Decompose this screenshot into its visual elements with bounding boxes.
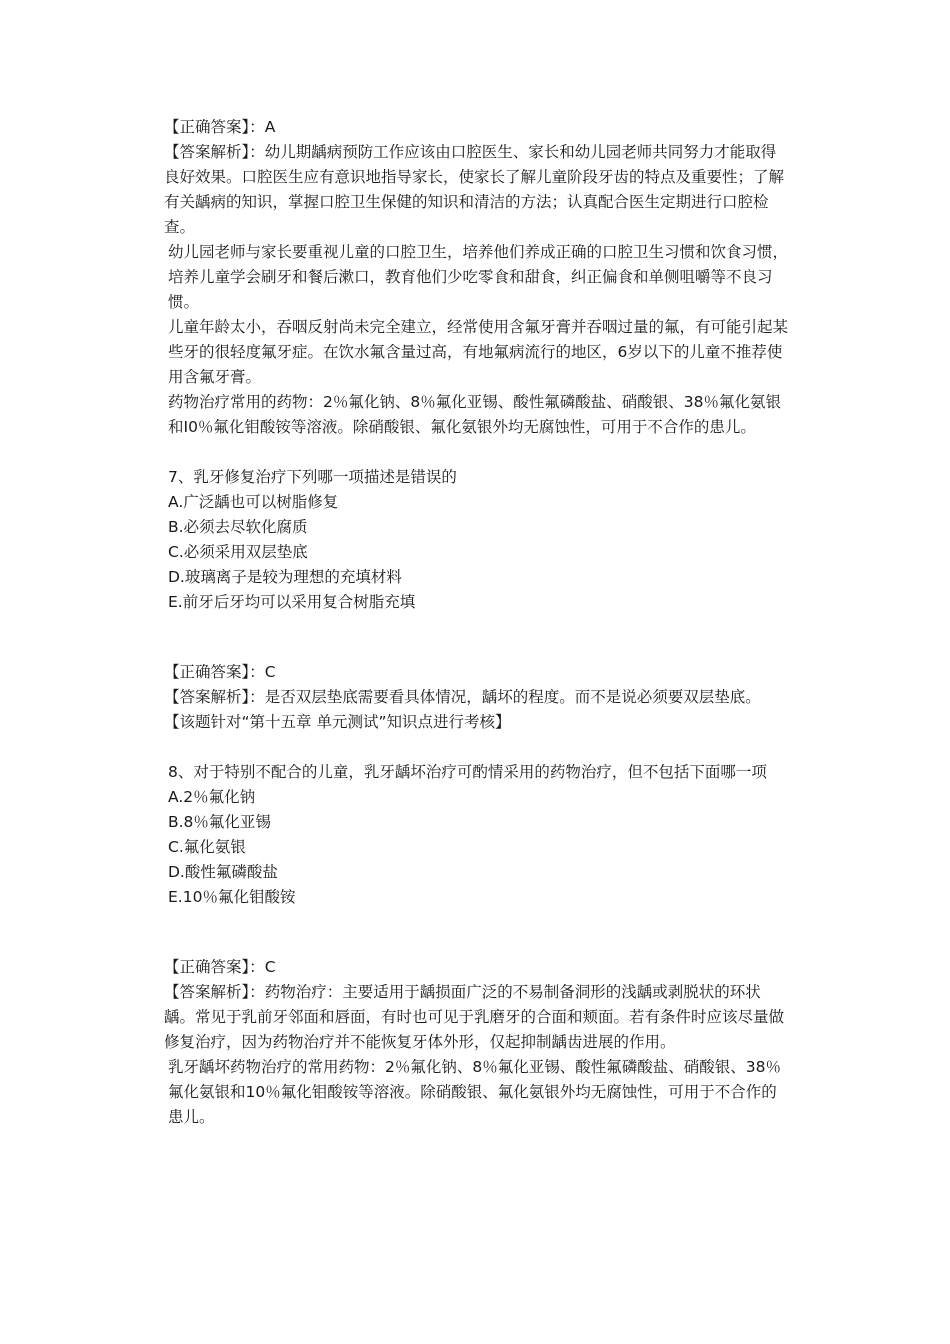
question-option: A.广泛龋也可以树脂修复 xyxy=(168,493,339,511)
question-option: C.氟化氨银 xyxy=(168,838,246,856)
correct-answer: 【正确答案】：A xyxy=(164,118,276,136)
analysis-paragraph: 药物治疗常用的药物：2％氟化钠、8％氟化亚锡、酸性氟磷酸盐、硝酸银、38％氟化氨银和I0％氟化钼酸铵等溶液。除硝酸银、氟化氨银外均无腐蚀性，可用于不合作的患儿。 xyxy=(168,393,781,436)
answer-analysis: 【答案解析】：药物治疗：主要适用于龋损面广泛的不易制备洞形的浅龋或剥脱状的环状龋。常见于乳前牙邻面和唇面，有时也可见于乳磨牙的合面和颊面。若有条件时应该尽量做修复治疗，因为药物治疗并不能恢复牙体外形，仅起抑制龋齿进展的作用。 xyxy=(164,983,785,1051)
spacer xyxy=(168,440,788,465)
question-option: D.玻璃离子是较为理想的充填材料 xyxy=(168,568,402,586)
spacer xyxy=(168,735,788,760)
knowledge-point-note: 【该题针对“第十五章 单元测试”知识点进行考核】 xyxy=(164,713,511,731)
analysis-paragraph: 乳牙龋坏药物治疗的常用药物：2％氟化钠、8％氟化亚锡、酸性氟磷酸盐、硝酸银、38％氟化氨银和10％氟化钼酸铵等溶液。除硝酸银、氟化氨银外均无腐蚀性，可用于不合作的患儿。 xyxy=(168,1058,781,1126)
question-option: B.8％氟化亚锡 xyxy=(168,813,271,831)
correct-answer: 【正确答案】：C xyxy=(164,958,276,976)
question-option: E.前牙后牙均可以采用复合树脂充填 xyxy=(168,593,416,611)
question-option: A.2％氟化钠 xyxy=(168,788,256,806)
analysis-paragraph: 儿童年龄太小，吞咽反射尚未完全建立，经常使用含氟牙膏并吞咽过量的氟，有可能引起某些牙的很轻度氟牙症。在饮水氟含量过高，有地氟病流行的地区，6岁以下的儿童不推荐使用含氟牙膏。 xyxy=(168,318,789,386)
question-option: D.酸性氟磷酸盐 xyxy=(168,863,278,881)
answer-analysis: 【答案解析】：是否双层垫底需要看具体情况，龋坏的程度。而不是说必须要双层垫底。 xyxy=(164,688,761,706)
spacer xyxy=(168,910,788,955)
question-stem: 8、对于特别不配合的儿童，乳牙龋坏治疗可酌情采用的药物治疗，但不包括下面哪一项 xyxy=(168,763,767,781)
question-option: C.必须采用双层垫底 xyxy=(168,543,308,561)
correct-answer: 【正确答案】：C xyxy=(164,663,276,681)
answer-analysis: 【答案解析】：幼儿期龋病预防工作应该由口腔医生、家长和幼儿园老师共同努力才能取得良好效果。口腔医生应有意识地指导家长，使家长了解儿童阶段牙齿的特点及重要性；了解有关龋病的知识，掌握口腔卫生保健的知识和清洁的方法；认真配合医生定期进行口腔检查。 xyxy=(164,143,785,236)
spacer xyxy=(168,615,788,660)
question-stem: 7、乳牙修复治疗下列哪一项描述是错误的 xyxy=(168,468,457,486)
document-page xyxy=(164,115,789,1130)
question-option: B.必须去尽软化腐质 xyxy=(168,518,308,536)
question-option: E.10％氟化钼酸铵 xyxy=(168,888,296,906)
analysis-paragraph: 幼儿园老师与家长要重视儿童的口腔卫生，培养他们养成正确的口腔卫生习惯和饮食习惯，培养儿童学会刷牙和餐后漱口，教育他们少吃零食和甜食，纠正偏食和单侧咀嚼等不良习惯。 xyxy=(168,243,789,311)
